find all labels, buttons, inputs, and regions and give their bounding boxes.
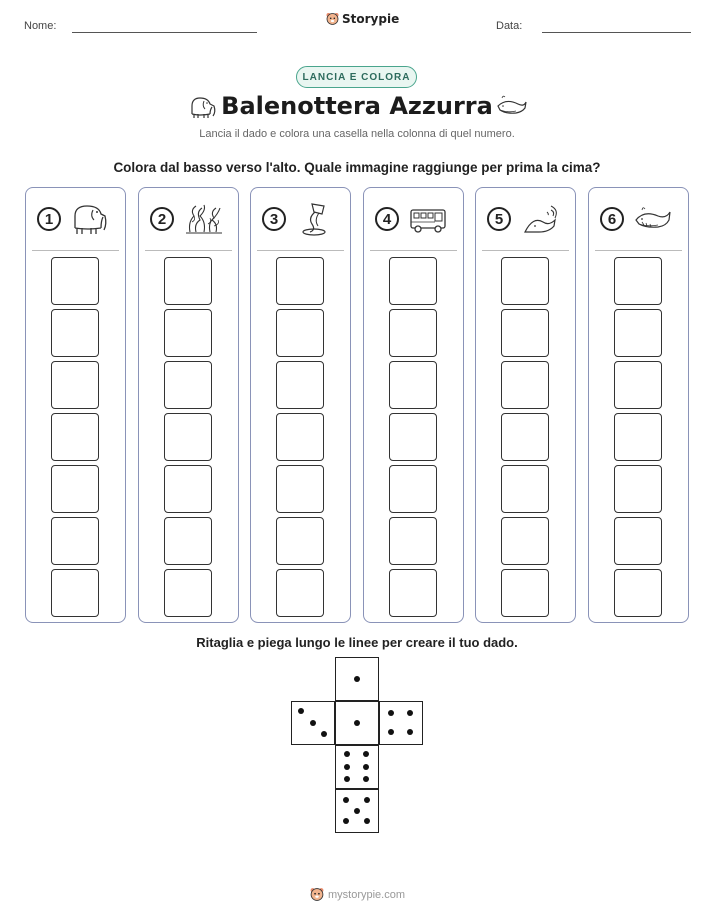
column-1 [25, 187, 126, 623]
blue-whale-icon [634, 202, 674, 236]
activity-tag: LANCIA E COLORA [296, 66, 417, 88]
die-pip [363, 764, 369, 770]
die-face-left [291, 701, 335, 745]
color-cell[interactable] [389, 413, 437, 461]
column-separator [257, 250, 344, 251]
column-separator [595, 250, 682, 251]
color-cell[interactable] [164, 517, 212, 565]
color-cell[interactable] [614, 413, 662, 461]
die-face-top [335, 657, 379, 701]
column-5 [475, 187, 576, 623]
date-line[interactable] [542, 32, 691, 33]
die-pip [364, 818, 370, 824]
column-number: 2 [150, 207, 174, 231]
column-3 [250, 187, 351, 623]
color-cell[interactable] [501, 257, 549, 305]
column-number: 5 [487, 207, 511, 231]
color-cell[interactable] [276, 257, 324, 305]
bear-logo-icon [326, 12, 339, 26]
die-pip [354, 676, 360, 682]
color-cell[interactable] [614, 361, 662, 409]
column-separator [370, 250, 457, 251]
column-separator [145, 250, 232, 251]
color-cell[interactable] [51, 517, 99, 565]
color-cell[interactable] [164, 309, 212, 357]
color-cell[interactable] [501, 309, 549, 357]
color-cell[interactable] [276, 361, 324, 409]
color-cell[interactable] [164, 413, 212, 461]
die-pip [364, 797, 370, 803]
die-pip [354, 720, 360, 726]
column-2 [138, 187, 239, 623]
color-cell[interactable] [276, 465, 324, 513]
color-cell[interactable] [51, 413, 99, 461]
column-6 [588, 187, 689, 623]
die-pip [407, 710, 413, 716]
die-pip [363, 751, 369, 757]
color-cell[interactable] [501, 517, 549, 565]
color-cell[interactable] [614, 517, 662, 565]
name-line[interactable] [72, 32, 257, 33]
color-cell[interactable] [614, 569, 662, 617]
color-cell[interactable] [614, 257, 662, 305]
school-bus-icon [409, 202, 449, 236]
die-pip [344, 764, 350, 770]
color-cell[interactable] [51, 309, 99, 357]
subtitle: Lancia il dado e colora una casella nella colonna di quel numero. [199, 128, 515, 140]
die-pip [310, 720, 316, 726]
color-cell[interactable] [389, 361, 437, 409]
die-pip [343, 797, 349, 803]
color-cell[interactable] [501, 465, 549, 513]
die-pip [298, 708, 304, 714]
color-cell[interactable] [614, 309, 662, 357]
name-label: Nome: [24, 20, 57, 32]
cut-instruction: Ritaglia e piega lungo le linee per creare il tuo dado. [196, 635, 518, 650]
singing-whale-icon [521, 202, 561, 236]
die-pip [363, 776, 369, 782]
column-4 [363, 187, 464, 623]
die-pip [343, 818, 349, 824]
storypie-logo: Storypie [326, 12, 399, 26]
color-cell[interactable] [389, 517, 437, 565]
die-face-lower [335, 745, 379, 789]
die-face-center [335, 701, 379, 745]
color-cell[interactable] [389, 569, 437, 617]
color-cell[interactable] [614, 465, 662, 513]
color-cell[interactable] [501, 569, 549, 617]
column-number: 3 [262, 207, 286, 231]
die-pip [344, 751, 350, 757]
color-cell[interactable] [276, 517, 324, 565]
elephant-icon [71, 202, 111, 236]
color-cell[interactable] [389, 465, 437, 513]
footer [310, 887, 405, 902]
die-pip [388, 710, 394, 716]
column-number: 6 [600, 207, 624, 231]
seaweed-icon [184, 202, 224, 236]
date-label: Data: [496, 20, 523, 32]
die-pip [388, 729, 394, 735]
color-cell[interactable] [164, 361, 212, 409]
die-pip [321, 731, 327, 737]
footer-url[interactable]: mystorypie.com [328, 888, 406, 901]
die-pip [354, 808, 360, 814]
color-cell[interactable] [389, 309, 437, 357]
die-pip [344, 776, 350, 782]
column-number: 4 [375, 207, 399, 231]
color-cell[interactable] [164, 465, 212, 513]
color-cell[interactable] [389, 257, 437, 305]
instruction: Colora dal basso verso l'alto. Quale immagine raggiunge per prima la cima? [113, 160, 601, 175]
column-separator [482, 250, 569, 251]
die-pip [407, 729, 413, 735]
page-title: Balenottera Azzurra [221, 92, 493, 120]
color-cell[interactable] [51, 361, 99, 409]
whale-icon [496, 94, 528, 120]
column-number: 1 [37, 207, 61, 231]
color-cell[interactable] [276, 569, 324, 617]
bear-logo-icon [310, 887, 324, 902]
die-face-bottom [335, 789, 379, 833]
color-cell[interactable] [51, 465, 99, 513]
water-bucket-icon [296, 202, 336, 236]
die-face-right [379, 701, 423, 745]
color-cell[interactable] [164, 257, 212, 305]
color-cell[interactable] [501, 413, 549, 461]
column-separator [32, 250, 119, 251]
color-cell[interactable] [164, 569, 212, 617]
color-cell[interactable] [51, 569, 99, 617]
color-cell[interactable] [276, 309, 324, 357]
color-cell[interactable] [501, 361, 549, 409]
color-cell[interactable] [51, 257, 99, 305]
color-cell[interactable] [276, 413, 324, 461]
